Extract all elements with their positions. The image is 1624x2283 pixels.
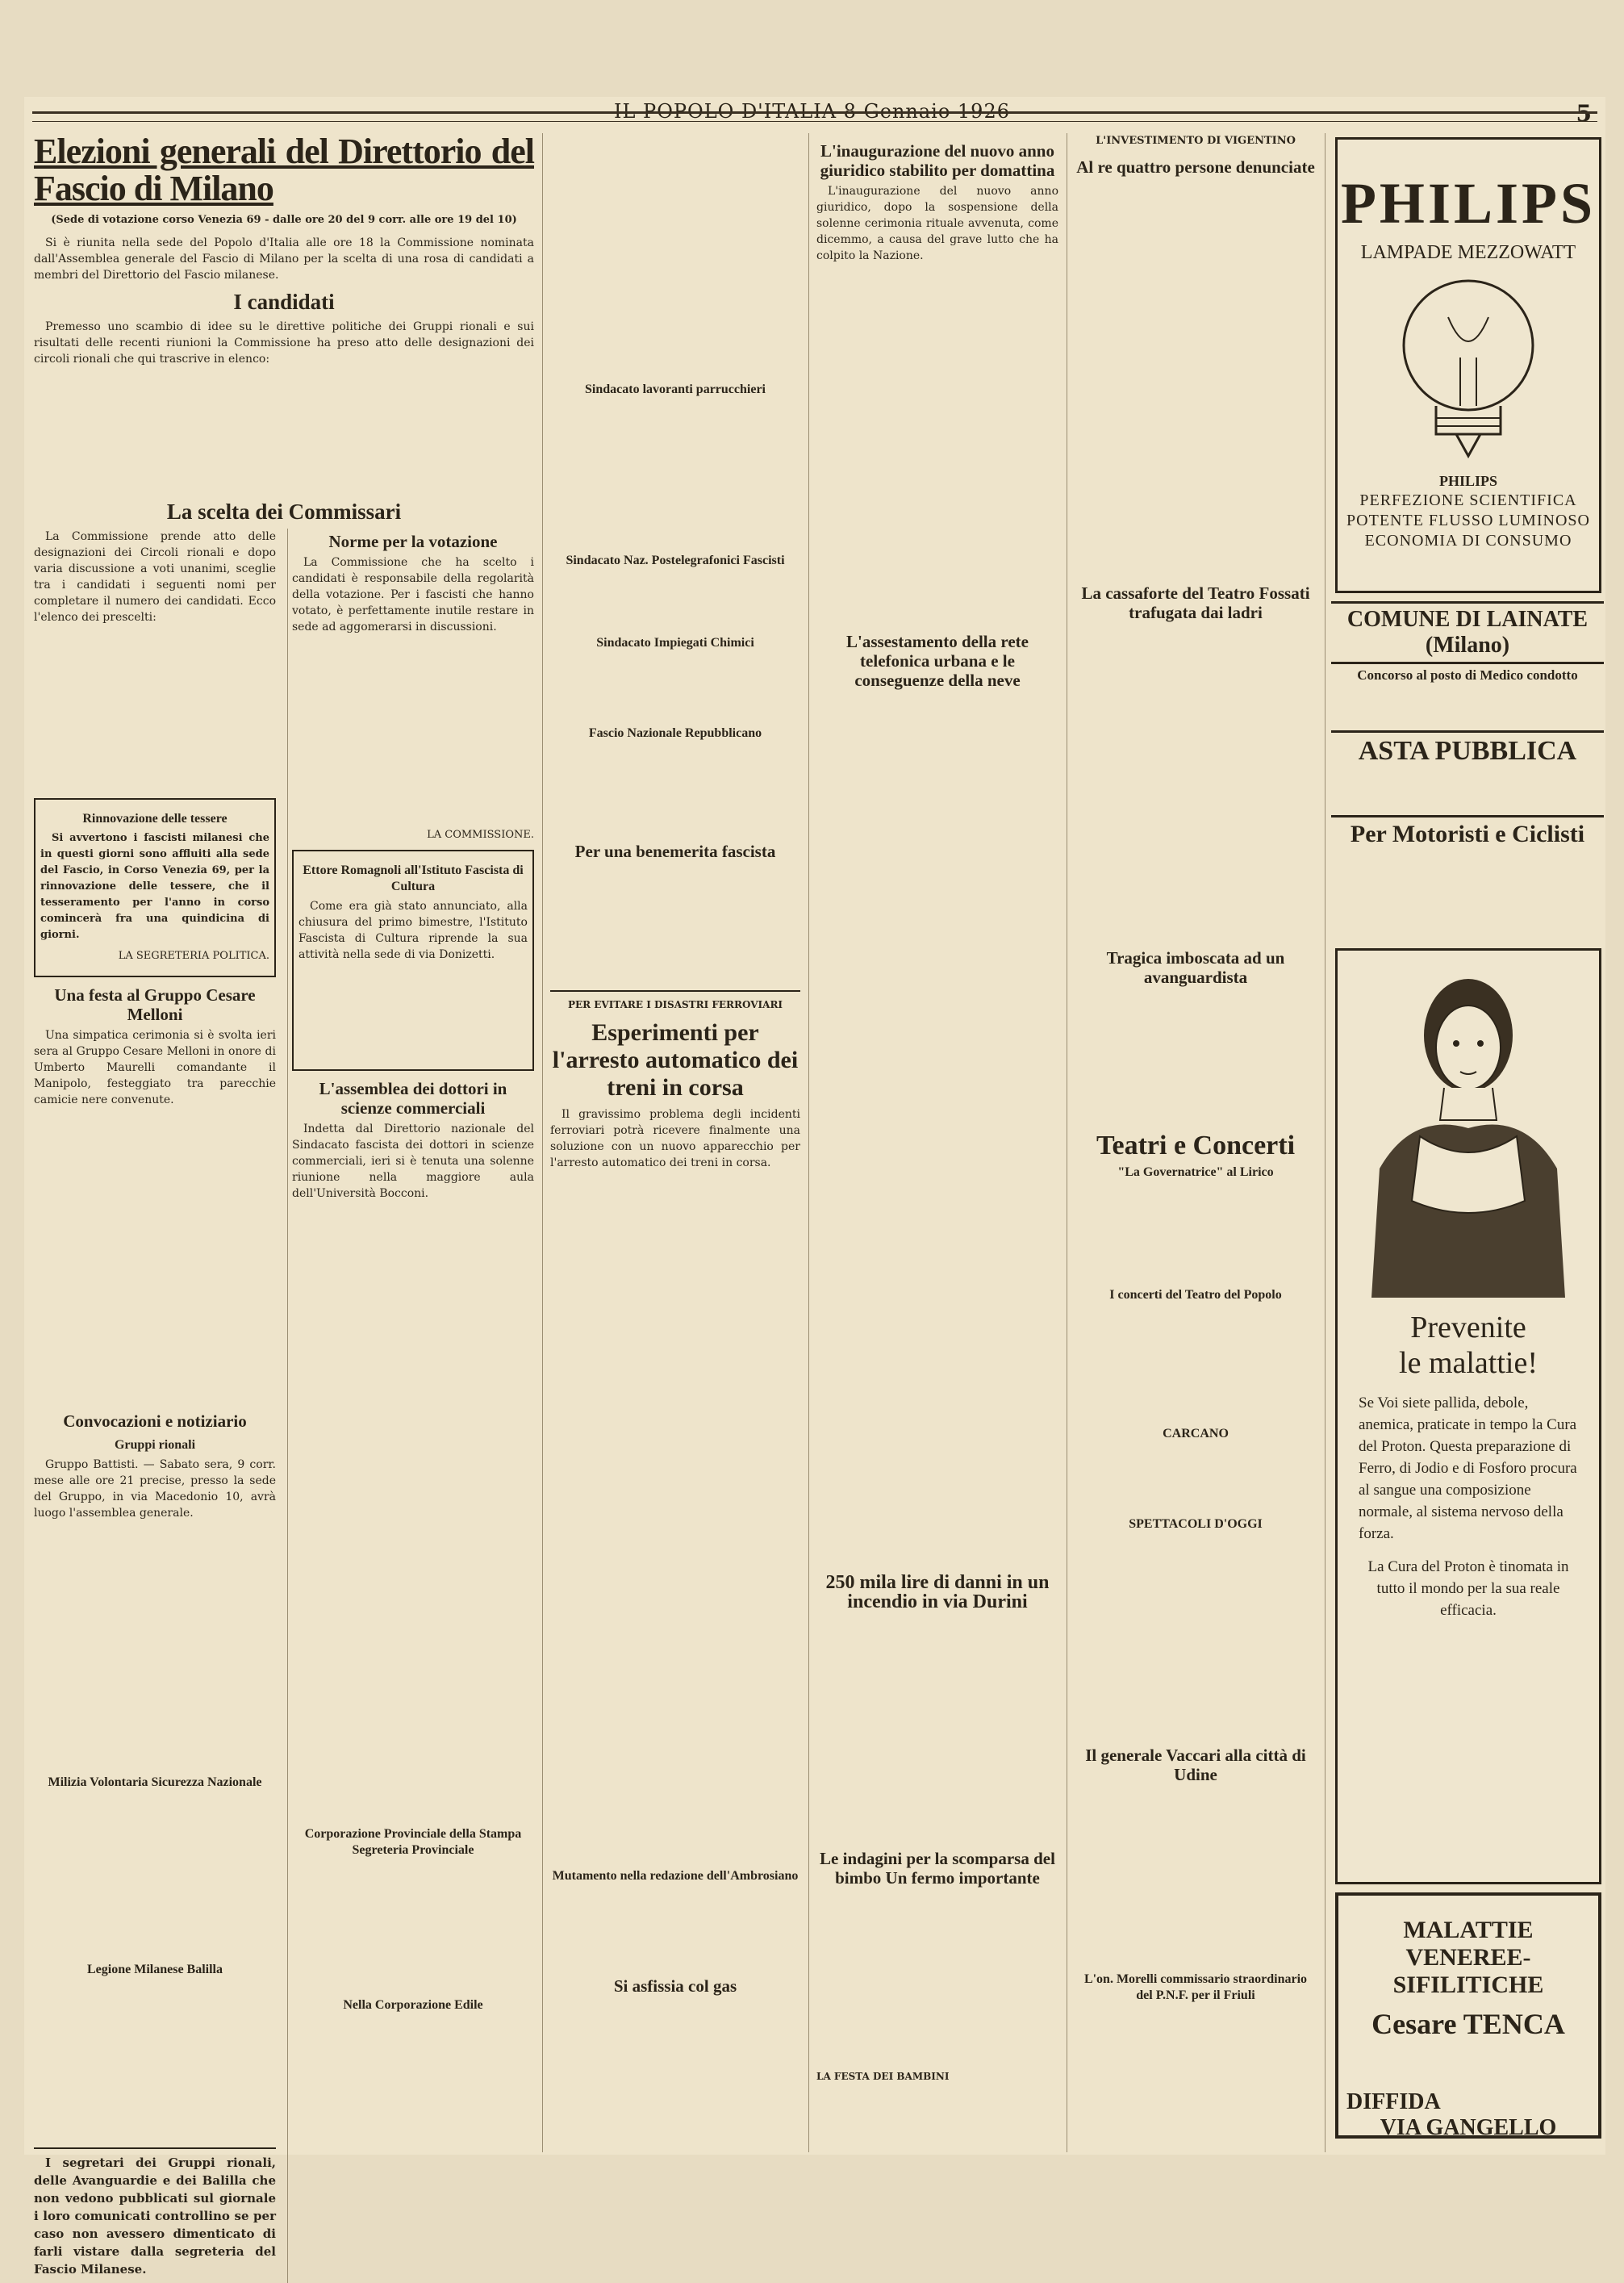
sind-chim-heading: Sindacato Impiegati Chimici <box>596 636 754 650</box>
esperimenti-body <box>550 1176 800 1862</box>
festa-body-block <box>34 1113 276 1403</box>
rete-heading: L'assestamento della rete telefonica urbana e le conseguenze della neve <box>846 632 1029 690</box>
tenca-heading: MALATTIE VENEREE-SIFILITICHE <box>1392 1917 1544 1998</box>
inaug-paragraph: L'inaugurazione del nuovo anno giuridico, dopo la sospensione della solenne cerimonia rituale avvenuta, come dicemmo, a causa del grave lutto che ha colpito la Nazione. <box>816 185 1058 262</box>
sind-lav-heading: Sindacato lavoranti parrucchieri <box>585 383 766 396</box>
column-divider <box>542 133 543 2152</box>
ambrosiano-body <box>550 1888 800 1968</box>
benemerita-body <box>550 864 800 985</box>
asta-body <box>1331 767 1604 815</box>
dottori-heading: L'assemblea dei dottori in scienze commerciali <box>319 1079 507 1118</box>
stampa-body-block <box>292 1862 534 1991</box>
dottori-paragraph: Indetta dal Direttorio nazionale del Sindacato fascista dei dottori in scienze commerciali, ieri si è tenuta una solenne riunione nella maggiore aula dell'Università Bocconi. <box>292 1123 534 1200</box>
woman-portrait-illustration <box>1347 959 1589 1298</box>
gruppi-heading: Gruppi rionali <box>114 1438 196 1452</box>
proton-body: Se Voi siete pallida, debole, anemica, praticate in tempo la Cura del Proton. Questa preparazione di Ferro, di Jodio e di Fosforo procura al sangue una composizione normale, al sistema nervoso della forza. <box>1359 1394 1577 1542</box>
masthead: IL POPOLO D'ITALIA 8 Gennaio 1926 <box>614 100 1010 123</box>
gruppi-paragraph: Gruppo Battisti. — Sabato sera, 9 corr. mese alle ore 21 precise, presso la sede del Gruppo, in via Macedonio 10, avrà luogo l'assemblea generale. <box>34 1458 276 1520</box>
philips-tagline-3: ECONOMIA DI CONSUMO <box>1364 532 1572 550</box>
proton-ad <box>1335 948 1601 1884</box>
lightbulb-icon <box>1388 269 1549 462</box>
philips-subtitle: LAMPADE MEZZOWATT <box>1360 242 1576 263</box>
fascio-rep-heading: Fascio Nazionale Repubblicano <box>588 726 762 740</box>
philips-tagline-1: PERFEZIONE SCIENTIFICA <box>1359 491 1577 509</box>
ambrosiano-heading: Mutamento nella redazione dell'Ambrosiano <box>552 1869 799 1883</box>
vaccari-heading: Il generale Vaccari alla città di Udine <box>1085 1746 1306 1784</box>
sind-chim-body <box>550 654 800 719</box>
philips-ad <box>1335 137 1601 593</box>
divider <box>550 990 800 992</box>
vaccari-body <box>1075 1788 1317 1965</box>
lainate-subheading: Concorso al posto di Medico condotto <box>1357 667 1578 683</box>
esperimenti-paragraph: Il gravissimo problema degli incidenti ferroviari potrà ricevere finalmente una soluzione con un nuovo apparecchio per l'arresto automatico dei treni in corsa. <box>550 1108 800 1169</box>
cassaforte-body <box>1075 625 1317 940</box>
ettore-heading: Ettore Romagnoli all'Istituto Fascista di Cultura <box>303 863 524 893</box>
rinnovazione-signature: LA SEGRETERIA POLITICA. <box>118 950 269 962</box>
inaug-body <box>816 269 1058 624</box>
column-1 <box>34 132 534 2277</box>
indagini-body <box>816 1891 1058 2068</box>
lainate-heading: COMUNE DI LAINATE (Milano) <box>1331 601 1604 664</box>
proton-heading-2: le malattie! <box>1399 1346 1538 1380</box>
rinnovazione-paragraph: Si avvertono i fascisti milanesi che in questi giorni sono affluiti alla sede del Fascio, in Corso Venezia 69, per la rinnovazione delle tessere, che il tesseramento per l'anno in corso comincerà fra una quindicina di giorni. <box>40 832 269 941</box>
philips-bulb-label: PHILIPS <box>1438 473 1498 489</box>
danni-heading: 250 mila lire di danni in un incendio in via Durini <box>825 1572 1050 1612</box>
ettore-body-block <box>298 968 528 1064</box>
candidati-heading: I candidati <box>233 290 335 314</box>
milizia-heading: Milizia Volontaria Sicurezza Nazionale <box>48 1775 262 1789</box>
denunciate-body <box>1075 180 1317 575</box>
evitare-kicker: PER EVITARE I DISASTRI FERROVIARI <box>567 999 783 1010</box>
sind-lav-body <box>550 401 800 546</box>
sind-naz-body <box>550 572 800 629</box>
philips-tagline-2: POTENTE FLUSSO LUMINOSO <box>1346 512 1590 529</box>
inaug-heading: L'inaugurazione del nuovo anno giuridico stabilito per domattina <box>820 141 1055 180</box>
governatrice-heading: "La Governatrice" al Lirico <box>1117 1165 1274 1179</box>
carcano-body <box>1075 1445 1317 1510</box>
ettore-paragraph: Come era già stato annunciato, alla chiusura del primo bimestre, l'Istituto Fascista di Cultura riprende la sua attività nella sede di via Donizetti. <box>298 900 528 961</box>
scelta-heading: La scelta dei Commissari <box>166 500 402 524</box>
candidate-list-block <box>34 372 534 493</box>
morelli-heading: L'on. Morelli commissario straordinario del P.N.F. per il Friuli <box>1083 1972 1308 2002</box>
indagini-heading: Le indagini per la scomparsa del bimbo Un fermo importante <box>820 1849 1055 1888</box>
tragica-body <box>1075 990 1317 1127</box>
gruppi-body-block <box>34 1526 276 1768</box>
philips-brand: PHILIPS <box>1340 171 1597 236</box>
spettacoli-body <box>1075 1536 1317 1737</box>
proton-heading-1: Prevenite <box>1410 1311 1526 1344</box>
legione-body-block <box>34 1981 276 2143</box>
cassaforte-heading: La cassaforte del Teatro Fossati trafugata dai ladri <box>1081 583 1310 622</box>
header-rule-thin <box>32 121 1597 122</box>
asfissia-heading: Si asfissia col gas <box>613 1976 737 1996</box>
tenca-body <box>1338 2041 1598 2089</box>
investimento-kicker: L'INVESTIMENTO DI VIGENTINO <box>1096 135 1296 147</box>
motoristi-heading: Per Motoristi e Ciclisti <box>1331 815 1604 848</box>
convocazioni-heading: Convocazioni e notiziario <box>63 1411 247 1431</box>
milizia-body-block <box>34 1794 276 1955</box>
ettore-box <box>292 850 534 1071</box>
norme-body-block <box>292 640 534 826</box>
bambini-note: LA FESTA DEI BAMBINI <box>816 2071 950 2082</box>
column-divider <box>808 133 809 2152</box>
tenca-ad <box>1335 1892 1601 2139</box>
governatrice-body <box>1075 1184 1317 1281</box>
dottori-body-block <box>292 1206 534 1820</box>
page-number: 5 <box>1576 100 1592 127</box>
scelta-paragraph: La Commissione prende atto delle designazioni dei Circoli rionali e dopo varia discussione a voti unanimi, sceglie tra i candidati i seguenti nomi per completare il numero dei candidati. Ecco l'elenco dei prescelti: <box>34 530 276 624</box>
motoristi-notice <box>1331 815 1604 921</box>
column-3 <box>550 133 800 2152</box>
concerti-heading: I concerti del Teatro del Popolo <box>1109 1288 1282 1302</box>
esperimenti-heading: Esperimenti per l'arresto automatico dei treni in corsa <box>552 1019 799 1101</box>
proton-footer: La Cura del Proton è tinomata in tutto il mondo per la sua reale efficacia. <box>1367 1558 1569 1619</box>
tragica-heading: Tragica imboscata ad un avanguardista <box>1106 948 1285 987</box>
denunciate-heading: Al re quattro persone denunciate <box>1076 157 1315 177</box>
norme-heading: Norme per la votazione <box>328 532 498 551</box>
divider <box>34 2147 276 2149</box>
rete-body <box>816 693 1058 1565</box>
danni-body <box>816 1615 1058 1841</box>
fascio-rep-body <box>550 745 800 834</box>
header-rule <box>32 111 1597 114</box>
commissione-signature: LA COMMISSIONE. <box>427 829 534 841</box>
concerti-body <box>1075 1307 1317 1420</box>
motoristi-body <box>1331 848 1604 921</box>
intro-paragraph: Si è riunita nella sede del Popolo d'Italia alle ore 18 la Commissione nominata dall'Assemblea generale del Fascio di Milano per la scelta di una rosa di candidati a membri del Direttorio del Fascio milanese. <box>34 236 534 282</box>
lainate-notice <box>1331 601 1604 740</box>
main-subtitle: (Sede di votazione corso Venezia 69 - dalle ore 20 del 9 corr. alle ore 19 del 10) <box>51 214 517 226</box>
norme-paragraph: La Commissione che ha scelto i candidati è responsabile della regolarità della votazione. Per i fascisti che hanno votato, è perfettamente inutile restare in sede ad aggomerarsi in discussioni. <box>292 556 534 633</box>
legione-heading: Legione Milanese Balilla <box>87 1963 223 1976</box>
stampa-heading: Corporazione Provinciale della Stampa Segreteria Provinciale <box>304 1827 522 1857</box>
main-headline: Elezioni generali del Direttorio del Fascio di Milano <box>34 132 534 208</box>
benemerita-heading: Per una benemerita fascista <box>574 842 776 861</box>
tenca-diffida: DIFFIDA <box>1346 2089 1441 2114</box>
rinnovazione-box <box>34 798 276 977</box>
teatri-heading: Teatri e Concerti <box>1096 1131 1296 1160</box>
festa-paragraph: Una simpatica cerimonia si è svolta ieri sera al Gruppo Cesare Melloni in onore di Umberto Maurelli comandante il Manipolo, festeggiato tra parecchie camicie nere convenute. <box>34 1029 276 1106</box>
candidati-paragraph: Premesso uno scambio di idee su le direttive politiche dei Gruppi rionali e sui risultati delle recenti riunioni la Commissione ha preso atto delle designazioni dei circoli rionali che qui trascrive in elenco: <box>34 320 534 366</box>
edile-heading: Nella Corporazione Edile <box>343 1998 483 2012</box>
asta-heading: ASTA PUBBLICA <box>1331 730 1604 767</box>
carcano-heading: CARCANO <box>1163 1427 1229 1440</box>
rinnovazione-heading: Rinnovazione delle tessere <box>82 812 228 826</box>
festa-heading: Una festa al Gruppo Cesare Melloni <box>54 985 256 1024</box>
spettacoli-heading: SPETTACOLI D'OGGI <box>1129 1517 1263 1531</box>
sind-naz-heading: Sindacato Naz. Postelegrafonici Fascisti <box>566 554 785 567</box>
column-4 <box>816 133 1058 2152</box>
tenca-address: VIA GANGELLO <box>1380 2115 1557 2140</box>
column-3-top-block <box>550 133 800 375</box>
column-5 <box>1075 133 1317 2152</box>
tenca-name: Cesare TENCA <box>1371 2008 1565 2040</box>
prescelti-list-block <box>34 630 276 792</box>
segretari-notice: I segretari dei Gruppi rionali, delle Avanguardie e dei Balilla che non vedono pubblicati sul giornale i loro comunicati controllino se per caso non avessero dimenticato di farli vistare dalla segreteria del Fascio Milanese. <box>34 2155 276 2277</box>
column-divider <box>1325 133 1326 2152</box>
asta-notice <box>1331 730 1604 815</box>
